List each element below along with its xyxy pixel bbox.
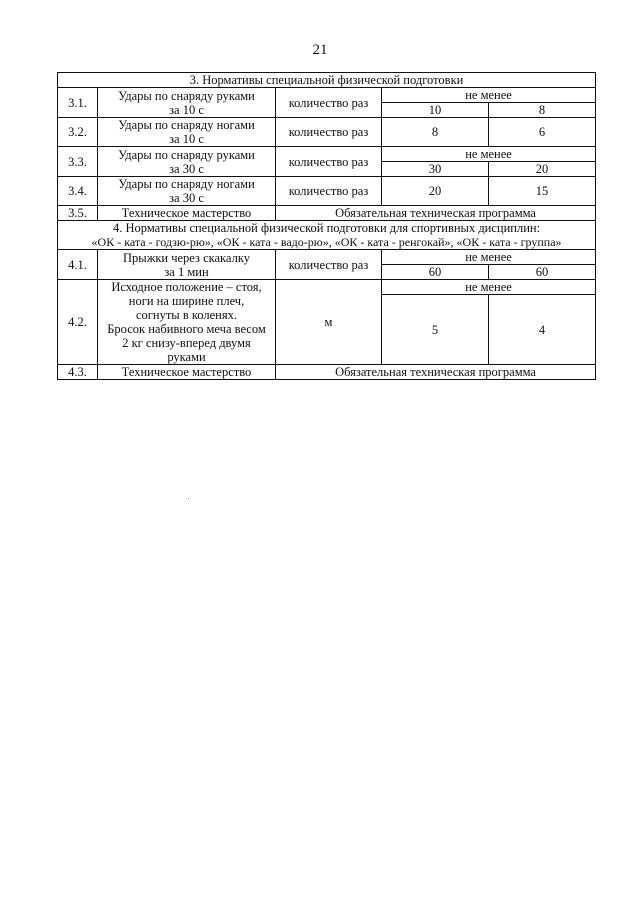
row-number: 4.3. <box>58 365 98 380</box>
section-4-title <box>58 221 596 250</box>
min-header: не менее <box>382 250 596 265</box>
row-number: 3.2. <box>58 118 98 147</box>
table-row <box>58 365 596 380</box>
exercise-name <box>98 147 276 177</box>
row-number: 3.3. <box>58 147 98 177</box>
value-cell: 6 <box>489 118 596 147</box>
section-4-header-row <box>58 221 596 250</box>
exercise-name: Техническое мастерство <box>98 365 276 380</box>
exercise-name-line: Удары по снаряду ногами <box>118 118 255 132</box>
exercise-name-line: 2 кг снизу-вперед двумя <box>122 336 251 350</box>
value-cell: 30 <box>382 162 489 177</box>
exercise-name-line: за 10 с <box>169 102 204 117</box>
value-cell: 20 <box>489 162 596 177</box>
exercise-name-line: Удары по снаряду ногами <box>118 177 255 191</box>
row-number: 4.2. <box>58 280 98 365</box>
min-header: не менее <box>382 280 596 295</box>
value-cell: 5 <box>382 295 489 365</box>
row-number: 3.5. <box>58 206 98 221</box>
value-cell: 4 <box>489 295 596 365</box>
value-cell: 60 <box>489 265 596 280</box>
exercise-name-line: согнуты в коленях. <box>135 308 237 322</box>
exercise-name-line: Прыжки через скакалку <box>123 250 250 265</box>
value-cell: 15 <box>489 177 596 206</box>
table-row <box>58 118 596 147</box>
merged-requirement: Обязательная техническая программа <box>276 365 596 380</box>
exercise-name: Техническое мастерство <box>98 206 276 221</box>
exercise-name <box>98 177 276 206</box>
unit-cell: количество раз <box>276 177 382 206</box>
section-4-title-line: 4. Нормативы специальной физической подготовки для спортивных дисциплин: <box>112 221 541 235</box>
value-cell: 8 <box>382 118 489 147</box>
exercise-name-line: Исходное положение – стоя, <box>111 280 262 294</box>
section-4-title-line: «ОК - ката - годзю-рю», «ОК - ката - вадо-рю», «ОК - ката - ренгокай», «ОК - ката - группа» <box>91 235 562 249</box>
table-row <box>58 177 596 206</box>
unit-cell: м <box>276 280 382 365</box>
value-cell: 20 <box>382 177 489 206</box>
unit-cell: количество раз <box>276 250 382 280</box>
page-number: 21 <box>312 42 328 58</box>
table-row <box>58 250 596 265</box>
row-number: 3.1. <box>58 88 98 118</box>
row-number: 3.4. <box>58 177 98 206</box>
row-number: 4.1. <box>58 250 98 280</box>
unit-cell: количество раз <box>276 88 382 118</box>
unit-cell: количество раз <box>276 147 382 177</box>
unit-cell: количество раз <box>276 118 382 147</box>
exercise-name-line: за 30 с <box>169 161 204 176</box>
exercise-name <box>98 280 276 365</box>
min-header: не менее <box>382 147 596 162</box>
table-row <box>58 280 596 295</box>
table-row <box>58 88 596 103</box>
section-3-header-row <box>58 73 596 88</box>
exercise-name-line: ноги на ширине плеч, <box>128 294 245 308</box>
exercise-name <box>98 118 276 147</box>
exercise-name-line: за 10 с <box>169 132 204 146</box>
exercise-name <box>98 88 276 118</box>
scan-speck <box>188 498 189 499</box>
exercise-name-line: Удары по снаряду руками <box>118 88 255 103</box>
value-cell: 10 <box>382 103 489 118</box>
value-cell: 8 <box>489 103 596 118</box>
value-cell: 60 <box>382 265 489 280</box>
merged-requirement: Обязательная техническая программа <box>276 206 596 221</box>
exercise-name-line: Удары по снаряду руками <box>118 147 255 162</box>
table-row <box>58 147 596 162</box>
exercise-name-line: за 30 с <box>169 191 204 205</box>
exercise-name-line: за 1 мин <box>164 264 209 279</box>
table-row <box>58 206 596 221</box>
exercise-name <box>98 250 276 280</box>
min-header: не менее <box>382 88 596 103</box>
exercise-name-line: руками <box>167 350 206 364</box>
section-3-title: 3. Нормативы специальной физической подготовки <box>58 73 596 88</box>
norms-table <box>57 72 596 380</box>
exercise-name-line: Бросок набивного меча весом <box>107 322 266 336</box>
